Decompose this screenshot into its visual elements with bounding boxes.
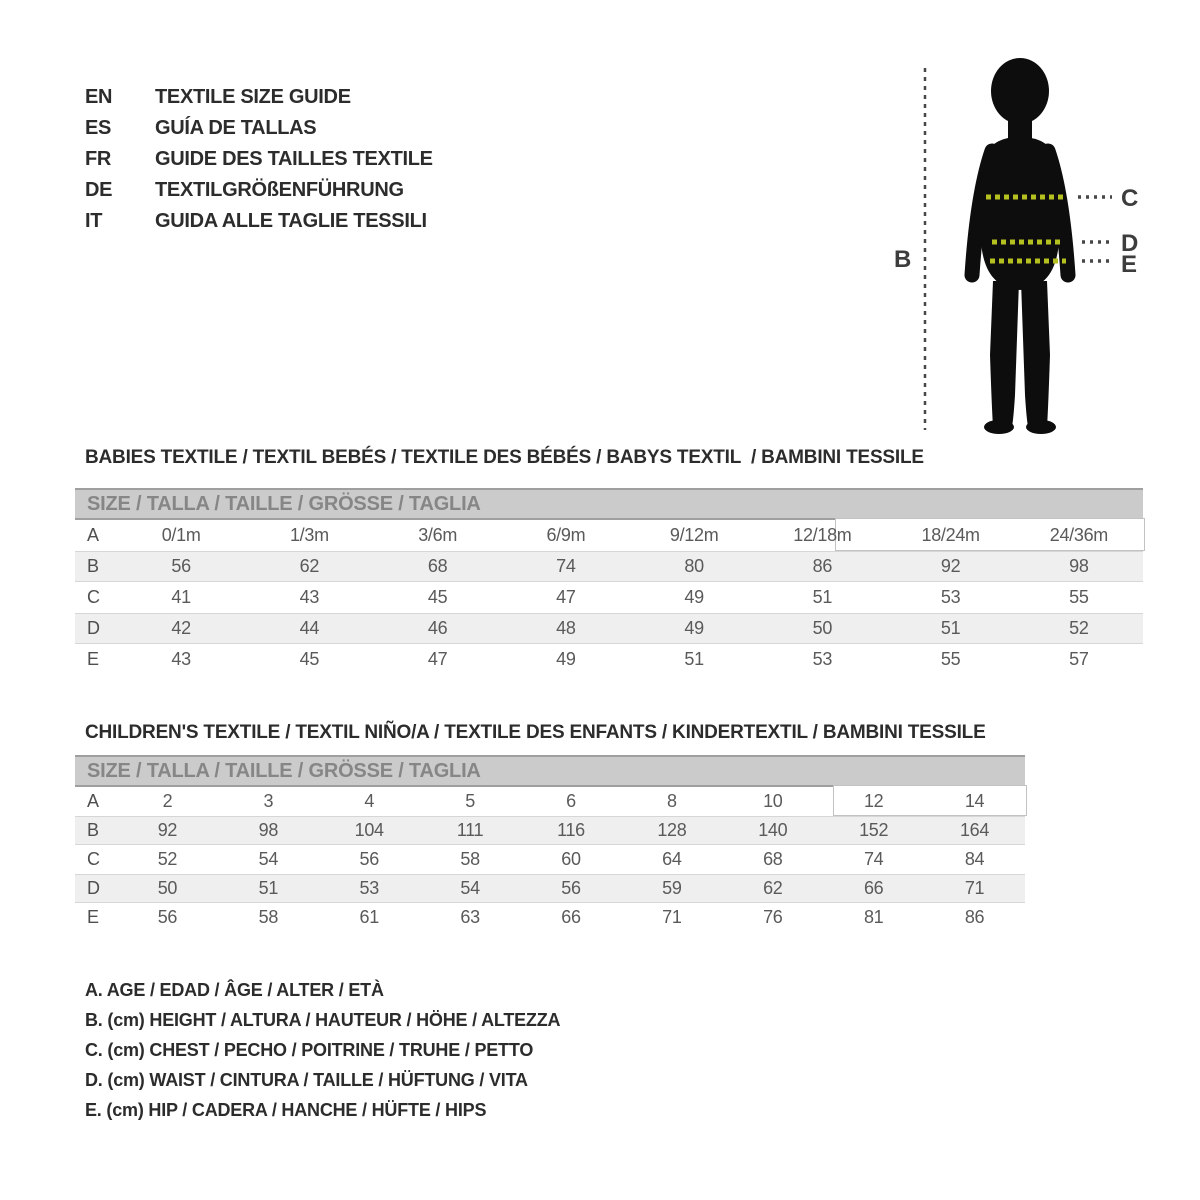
table-cell: 46 [427,618,448,638]
row-label: D [87,618,100,638]
table-cell: 59 [662,878,682,898]
table-cell: 104 [354,820,384,840]
table-cell: 63 [460,907,480,927]
table-cell: 92 [940,556,961,576]
table-cell: 51 [258,878,279,898]
row-label: A [87,791,100,811]
table-cell: 10 [763,791,783,811]
table-row-E [75,903,1025,932]
table-cell: 54 [258,849,279,869]
table-cell: 47 [556,587,576,607]
lang-row-fr [85,144,433,175]
table-cell: 1/3m [289,525,329,545]
table-cell: 49 [556,649,576,669]
child-silhouette [972,58,1068,434]
table-cell: 164 [959,820,990,840]
table-cell: 84 [964,849,985,869]
table-cell: 5 [465,791,475,811]
legend-height: B. (cm) HEIGHT / ALTURA / HAUTEUR / HÖHE / ALTEZZA [85,1010,561,1030]
row-label: B [87,820,100,840]
table-cell: 24/36m [1049,525,1108,545]
table-cell: 61 [359,907,379,927]
table-cell: 56 [157,907,178,927]
lang-code: DE [85,179,113,201]
children-size-table [75,755,1025,932]
table-cell: 18/24m [921,525,980,545]
hip-label: E [1121,251,1138,278]
children-table-body [75,787,1025,932]
row-label: C [87,849,100,869]
table-cell: 92 [157,820,178,840]
measurement-figure [880,55,1160,445]
lang-title: TEXTILE SIZE GUIDE [155,86,351,108]
table-cell: 74 [556,556,576,576]
height-label: B [894,246,912,273]
table-cell: 43 [299,587,320,607]
table-cell: 66 [561,907,581,927]
table-cell: 49 [684,587,704,607]
table-cell: 98 [258,820,279,840]
language-title-list [85,82,433,237]
table-cell: 62 [299,556,320,576]
table-cell: 74 [863,849,884,869]
table-cell: 56 [561,878,581,898]
table-cell: 47 [427,649,448,669]
table-cell: 116 [557,820,585,840]
table-cell: 45 [299,649,320,669]
lang-row-de [85,175,433,206]
table-cell: 54 [460,878,480,898]
babies-section-title: BABIES TEXTILE / TEXTIL BEBÉS / TEXTILE DES BÉBÉS / BABYS TEXTIL / BAMBINI TESSILE [85,447,924,468]
table-cell: 52 [157,849,178,869]
table-cell: 14 [964,791,985,811]
children-size-header: SIZE / TALLA / TAILLE / GRÖSSE / TAGLIA [75,755,1025,787]
table-cell: 86 [964,907,985,927]
table-cell: 60 [561,849,581,869]
legend-chest: C. (cm) CHEST / PECHO / POITRINE / TRUHE / PETTO [85,1040,534,1060]
table-cell: 66 [863,878,884,898]
table-cell: 53 [940,587,961,607]
table-cell: 6/9m [546,525,586,545]
table-cell: 57 [1069,649,1089,669]
table-cell: 3/6m [418,525,458,545]
table-cell: 51 [812,587,833,607]
table-cell: 56 [171,556,191,576]
lang-title: TEXTILGRÖßENFÜHRUNG [155,179,404,201]
table-cell: 49 [684,618,704,638]
table-cell: 71 [964,878,985,898]
lang-row-es [85,113,433,144]
table-cell: 56 [359,849,379,869]
table-cell: 140 [758,820,788,840]
table-row-A [75,787,1025,816]
table-cell: 152 [859,820,889,840]
table-cell: 6 [566,791,576,811]
table-cell: 43 [171,649,191,669]
table-cell: 50 [812,618,833,638]
table-cell: 45 [427,587,448,607]
table-cell: 68 [763,849,783,869]
table-cell: 4 [364,791,375,811]
legend-hip: E. (cm) HIP / CADERA / HANCHE / HÜFTE / HIPS [85,1100,487,1120]
table-cell: 58 [258,907,279,927]
lang-title: GUÍA DE TALLAS [155,117,317,139]
row-label: C [87,587,100,607]
measurement-legend [85,975,560,1125]
row-label: D [87,878,100,898]
table-cell: 51 [684,649,704,669]
lang-code: FR [85,148,112,170]
table-cell: 62 [763,878,783,898]
table-cell: 42 [171,618,191,638]
waist-label: D [1121,230,1139,257]
table-cell: 128 [657,820,687,840]
row-label: A [87,525,100,545]
child-silhouette-diagram [880,55,1160,445]
legend-waist: D. (cm) WAIST / CINTURA / TAILLE / HÜFTUNG / VITA [85,1070,528,1090]
table-cell: 12 [863,791,884,811]
babies-size-header: SIZE / TALLA / TAILLE / GRÖSSE / TAGLIA [75,488,1143,520]
lang-code: ES [85,117,112,139]
table-cell: 51 [940,618,961,638]
table-cell: 58 [460,849,480,869]
table-cell: 64 [662,849,682,869]
table-cell: 2 [162,791,173,811]
table-cell: 98 [1069,556,1089,576]
table-cell: 41 [171,587,191,607]
table-row-C [75,845,1025,874]
table-cell: 55 [940,649,961,669]
lang-code: IT [85,210,103,232]
row-label: B [87,556,100,576]
lang-row-it [85,206,433,237]
lang-title: GUIDA ALLE TAGLIE TESSILI [155,210,427,232]
table-row-C [75,582,1143,613]
table-row-D [75,613,1143,644]
table-row-E [75,644,1143,675]
table-cell: 86 [812,556,833,576]
lang-code: EN [85,86,113,108]
legend-age: A. AGE / EDAD / ÂGE / ALTER / ETÀ [85,980,384,1000]
table-cell: 8 [667,791,677,811]
table-cell: 50 [157,878,178,898]
babies-size-table [75,488,1143,675]
table-cell: 55 [1069,587,1089,607]
table-cell: 53 [359,878,379,898]
children-section-title: CHILDREN'S TEXTILE / TEXTIL NIÑO/A / TEXTILE DES ENFANTS / KINDERTEXTIL / BAMBINI TESSILE [85,722,986,743]
table-row-D [75,874,1025,903]
table-cell: 48 [556,618,576,638]
table-cell: 44 [299,618,320,638]
babies-table-body [75,520,1143,675]
table-cell: 81 [863,907,884,927]
table-cell: 80 [684,556,704,576]
lang-row-en [85,82,433,113]
table-row-B [75,551,1143,582]
table-cell: 0/1m [161,525,201,545]
lang-title: GUIDE DES TAILLES TEXTILE [155,148,433,170]
row-label: E [87,907,100,927]
chest-label: C [1121,185,1139,212]
table-cell: 12/18m [793,525,852,545]
table-cell: 71 [662,907,682,927]
table-row-B [75,816,1025,845]
table-cell: 53 [812,649,833,669]
table-cell: 111 [456,820,484,840]
table-cell: 68 [427,556,448,576]
table-cell: 76 [763,907,783,927]
row-label: E [87,649,100,669]
table-cell: 9/12m [669,525,719,545]
table-cell: 3 [263,791,274,811]
table-cell: 52 [1069,618,1089,638]
